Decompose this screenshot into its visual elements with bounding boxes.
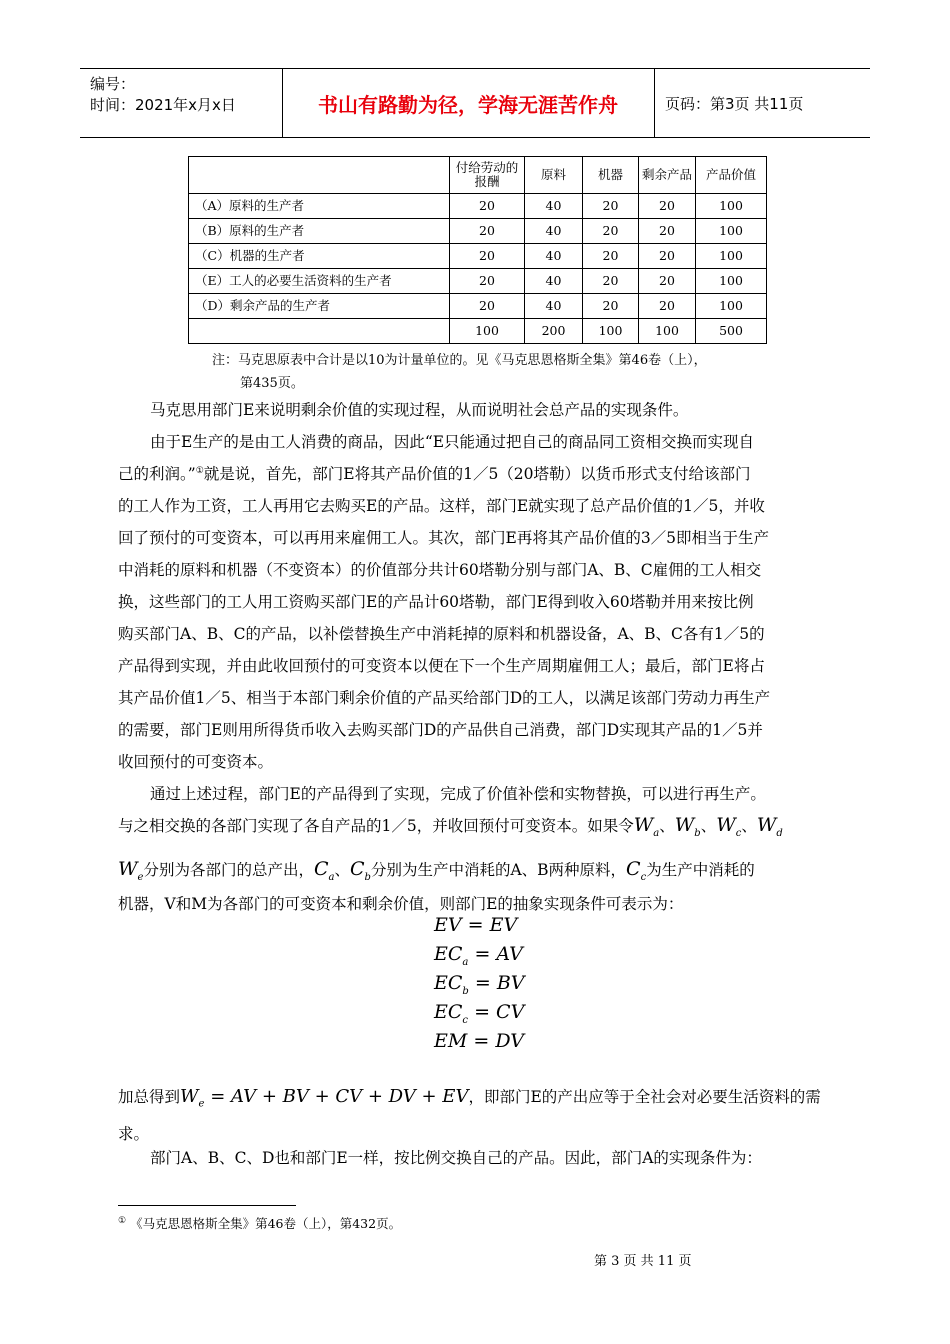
- table-note: 注：马克思原表中合计是以10为计量单位的。见《马克思恩格斯全集》第46卷（上），: [212, 353, 707, 368]
- row-label: （A）原料的生产者: [189, 194, 450, 219]
- footnote-divider: [118, 1205, 296, 1206]
- cell: 20: [450, 269, 525, 294]
- paragraph-line: 机器，V和M为各部门的可变资本和剩余价值，则部门E的抽象实现条件可表示为：: [118, 895, 684, 913]
- header-cell-machines: 机器: [583, 157, 639, 194]
- cell: 20: [583, 219, 639, 244]
- paragraph-line: $W_e$分别为各部门的总产出，$C_a$、$C_b$分别为生产中消耗的A、B两种原料，$C_c$为生产中消耗的: [118, 858, 755, 883]
- paragraph-line: 中消耗的原料和机器（不变资本）的价值部分共计60塔勒分别与部门A、B、C雇佣的工人相交: [118, 561, 762, 579]
- paragraph-line: 求。: [118, 1125, 150, 1143]
- cell: 20: [639, 244, 696, 269]
- table-total-row: [189, 319, 767, 344]
- cell: 100: [696, 269, 767, 294]
- paragraph-line: 的需要，部门E则用所得货币收入去购买部门D的产品供自己消费，部门D实现其产品的1／5并: [118, 721, 763, 739]
- table-row: [189, 219, 767, 244]
- cell: 200: [525, 319, 583, 344]
- equation: $EC_a$ = AV: [434, 943, 523, 968]
- cell: 20: [583, 294, 639, 319]
- table-row: [189, 294, 767, 319]
- cell: 20: [450, 244, 525, 269]
- header-cell-surplus: 剩余产品: [639, 157, 696, 194]
- cell: 40: [525, 194, 583, 219]
- paragraph-line: 产品得到实现，并由此收回预付的可变资本以便在下一个生产周期雇佣工人；最后，部门E将占: [118, 657, 765, 675]
- time-label: 时间：2021年x月x日: [90, 96, 236, 114]
- header-cell-wages: 付给劳动的报酬: [450, 157, 525, 194]
- table-note-cont: 第435页。: [240, 376, 304, 391]
- cell: 100: [583, 319, 639, 344]
- cell: 20: [583, 194, 639, 219]
- paragraph-line: 收回预付的可变资本。: [118, 753, 274, 771]
- footnote: ① 《马克思恩格斯全集》第46卷（上），第432页。: [118, 1215, 402, 1231]
- page-header: [80, 68, 870, 138]
- paragraph-line: 购买部门A、B、C的产品，以补偿替换生产中消耗掉的原料和机器设备，A、B、C各有1／5的: [118, 625, 765, 643]
- cell: 20: [639, 269, 696, 294]
- paragraph-line: 己的利润。”①就是说，首先，部门E将其产品价值的1／5（20塔勒）以货币形式支付给该部门: [118, 465, 751, 483]
- paragraph-line: 与之相交换的各部门实现了各自产品的1／5，并收回预付可变资本。如果令$W_a$、$W_b$、$W_c$、$W_d$: [118, 814, 783, 839]
- cell: 40: [525, 269, 583, 294]
- cell: 20: [639, 194, 696, 219]
- cell: 20: [450, 194, 525, 219]
- cell: 100: [696, 294, 767, 319]
- row-label: （E）工人的必要生活资料的生产者: [189, 269, 450, 294]
- cell: 20: [639, 219, 696, 244]
- header-page-info: 页码：第3页 共11页: [665, 94, 804, 113]
- paragraph-line: 的工人作为工资，工人再用它去购买E的产品。这样，部门E就实现了总产品价值的1／5，并收: [118, 497, 765, 515]
- cell: 100: [696, 219, 767, 244]
- paragraph-line: 换，这些部门的工人用工资购买部门E的产品计60塔勒，部门E得到收入60塔勒并用来按比例: [118, 593, 754, 611]
- reproduction-table: [188, 156, 767, 344]
- footnote-ref[interactable]: ①: [195, 465, 204, 476]
- equation: $EC_b$ = BV: [434, 972, 525, 997]
- cell: 20: [583, 269, 639, 294]
- cell: 40: [525, 244, 583, 269]
- table-row: [189, 244, 767, 269]
- cell: 20: [583, 244, 639, 269]
- header-motto: 书山有路勤为径，学海无涯苦作舟: [282, 69, 655, 137]
- paragraph-line: 其产品价值1／5、相当于本部门剩余价值的产品买给部门D的工人，以满足该部门劳动力再生产: [118, 689, 771, 707]
- header-cell-value: 产品价值: [696, 157, 767, 194]
- cell: 100: [450, 319, 525, 344]
- cell: 40: [525, 219, 583, 244]
- cell: 20: [450, 219, 525, 244]
- table-header-row: [189, 157, 767, 194]
- paragraph: 由于E生产的是由工人消费的商品，因此“E只能通过把自己的商品同工资相交换而实现自: [150, 433, 755, 451]
- cell: 100: [639, 319, 696, 344]
- row-label: [189, 319, 450, 344]
- paragraph: 通过上述过程，部门E的产品得到了实现，完成了价值补偿和实物替换，可以进行再生产。: [150, 785, 766, 803]
- cell: 20: [450, 294, 525, 319]
- header-meta: [80, 69, 283, 137]
- equation: EM = DV: [434, 1030, 524, 1052]
- cell: 40: [525, 294, 583, 319]
- cell: 20: [639, 294, 696, 319]
- equation: EV = EV: [434, 914, 518, 936]
- header-cell-materials: 原料: [525, 157, 583, 194]
- table-row: [189, 269, 767, 294]
- paragraph: 马克思用部门E来说明剩余价值的实现过程，从而说明社会总产品的实现条件。: [150, 401, 689, 419]
- row-label: （C）机器的生产者: [189, 244, 450, 269]
- row-label: （D）剩余产品的生产者: [189, 294, 450, 319]
- cell: 100: [696, 194, 767, 219]
- page-number: 第 3 页 共 11 页: [594, 1254, 692, 1269]
- row-label: （B）原料的生产者: [189, 219, 450, 244]
- header-cell-empty: [189, 157, 450, 194]
- paragraph-line: 回了预付的可变资本，可以再用来雇佣工人。其次，部门E再将其产品价值的3／5即相当于生产: [118, 529, 770, 547]
- table-row: [189, 194, 767, 219]
- code-label: 编号：: [90, 75, 136, 93]
- cell: 100: [696, 244, 767, 269]
- equation: $EC_c$ = CV: [434, 1001, 525, 1026]
- paragraph-line: 加总得到$W_e$ = AV + BV + CV + DV + EV，即部门E的产出应等于全社会对必要生活资料的需: [118, 1086, 821, 1110]
- cell: 500: [696, 319, 767, 344]
- paragraph: 部门A、B、C、D也和部门E一样，按比例交换自己的产品。因此，部门A的实现条件为：: [150, 1149, 762, 1167]
